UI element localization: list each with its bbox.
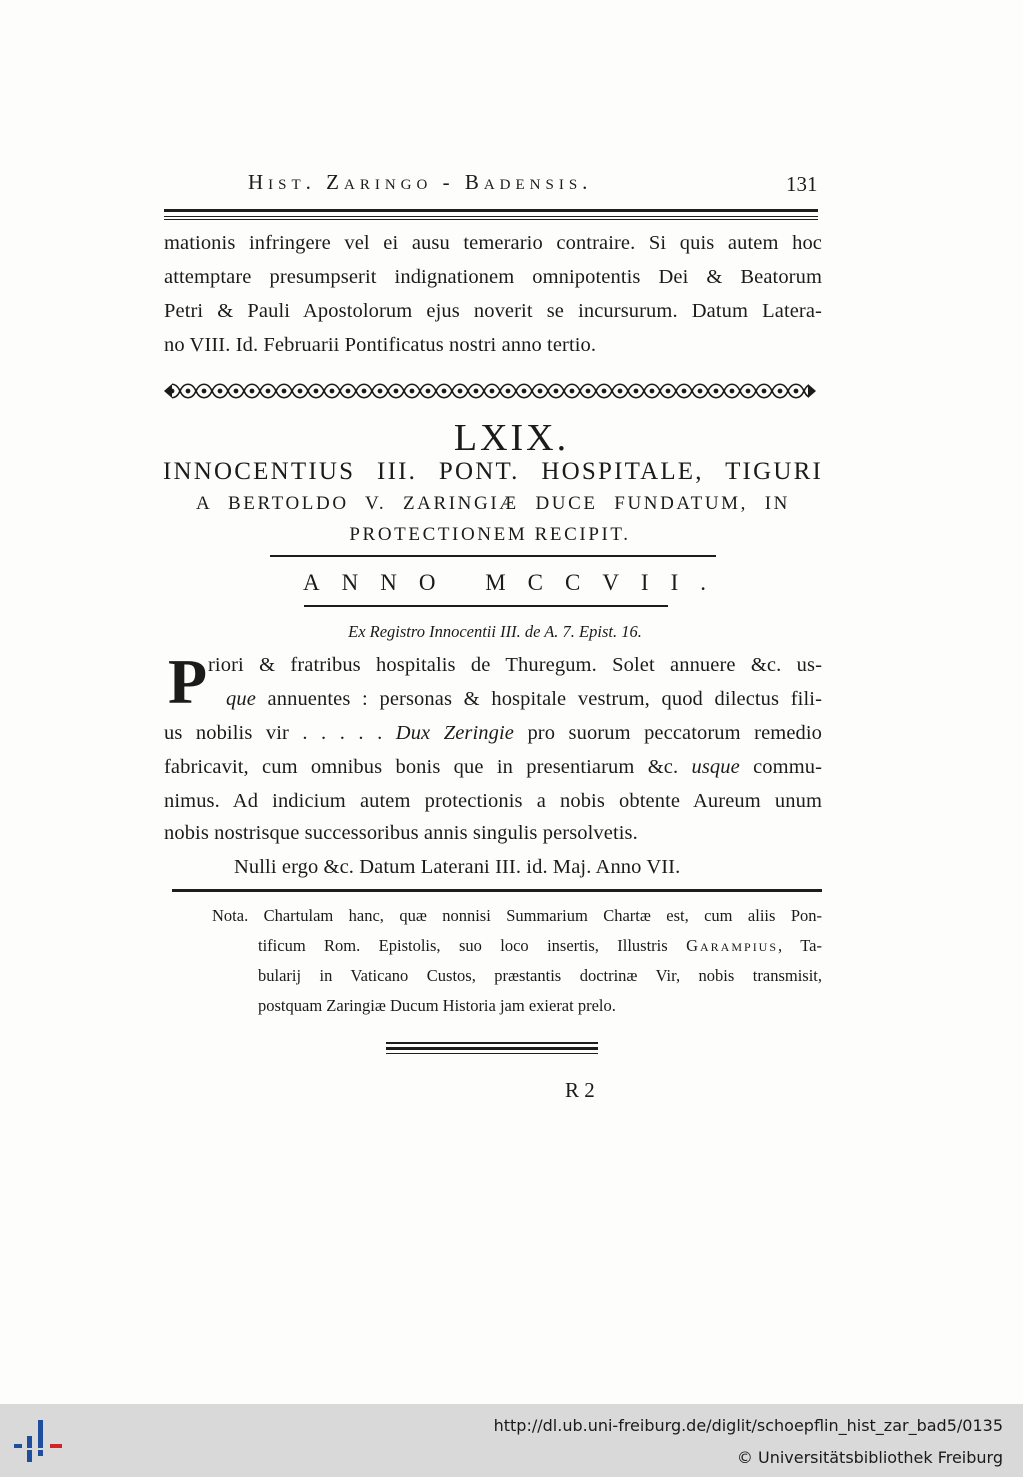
document-title-line-2: A BERTOLDO V. ZARINGIÆ DUCE FUNDATUM, IN [196, 493, 790, 514]
footnote-line [258, 936, 822, 956]
text-line: attemptare presumpserit indignationem omnipotentis Dei & Beatorum [164, 266, 822, 288]
footnote-rule [172, 889, 822, 892]
text-line: riori & fratribus hospitalis de Thuregum. Solet annuere &c. us- [208, 654, 822, 676]
footer-bar [0, 1404, 1023, 1477]
end-rule-1 [386, 1042, 598, 1044]
text-span: tificum Rom. Epistolis, suo loco insertis, Illustris [258, 936, 668, 955]
library-logo-icon [14, 1420, 66, 1464]
end-rule-3 [386, 1053, 598, 1054]
italic-name: Dux Zeringie [395, 722, 514, 744]
document-number: LXIX. [453, 417, 570, 459]
closing-line: Nulli ergo &c. Datum Laterani III. id. Maj. Anno VII. [234, 856, 681, 878]
text-span: commu- [753, 756, 823, 778]
footnote-line: Nota. Chartulam hanc, quæ nonnisi Summarium Chartæ est, cum aliis Pon- [212, 906, 822, 925]
footnote-line: bularij in Vaticano Custos, præstantis doctrinæ Vir, nobis transmisit, [258, 966, 822, 985]
text-line [164, 722, 822, 745]
page-number: 131 [786, 172, 818, 196]
end-rule-2 [386, 1047, 598, 1050]
document-title-line-1: INNOCENTIUS III. PONT. HOSPITALE, TIGURI [163, 458, 823, 485]
text-line: nimus. Ad indicium autem protectionis a nobis obtente Aureum unum [164, 790, 822, 812]
text-line: no VIII. Id. Februarii Pontificatus nostri anno tertio. [164, 334, 597, 356]
header-rule-thin-2 [164, 219, 818, 220]
year-rule [304, 605, 668, 607]
person-name: Garampius [686, 936, 779, 955]
text-span: us nobilis vir . . . . . [164, 722, 383, 744]
text-span: fabricavit, cum omnibus bonis que in presentiarum &c. [164, 756, 679, 778]
drop-cap: P [168, 646, 208, 717]
text-line [164, 756, 822, 779]
italic-word: usque [691, 756, 740, 778]
document-title-line-3: PROTECTIONEM RECIPIT. [349, 524, 631, 545]
text-line: Petri & Pauli Apostolorum ejus noverit se incursurum. Datum Latera- [164, 300, 822, 322]
header-rule-thick [164, 209, 818, 212]
text-line: nobis nostrisque successoribus annis singulis persolvetis. [164, 822, 638, 844]
title-rule [270, 555, 716, 557]
ornament-border [164, 380, 816, 402]
running-head: Hist. Zaringo - Badensis. [248, 170, 593, 194]
text-span: , Ta- [778, 936, 823, 955]
copyright-notice: © Universitätsbibliothek Freiburg [736, 1448, 1003, 1467]
footnote-line: postquam Zaringiæ Ducum Historia jam exierat prelo. [258, 996, 616, 1015]
text-span: pro suorum peccatorum remedio [527, 722, 823, 744]
document-year: ANNO MCCVII. [303, 570, 728, 595]
source-url[interactable]: http://dl.ub.uni-freiburg.de/diglit/schoepflin_hist_zar_bad5/0135 [493, 1416, 1003, 1435]
header-rule-thin [164, 216, 818, 217]
text-span: annuentes : personas & hospitale vestrum, quod dilectus fili- [267, 688, 822, 710]
signature-mark: R 2 [565, 1078, 595, 1102]
source-citation: Ex Registro Innocentii III. de A. 7. Epist. 16. [348, 622, 642, 641]
text-line: mationis infringere vel ei ausu temerario contraire. Si quis autem hoc [164, 232, 822, 254]
text-line [226, 688, 822, 711]
italic-word: que [226, 688, 256, 710]
